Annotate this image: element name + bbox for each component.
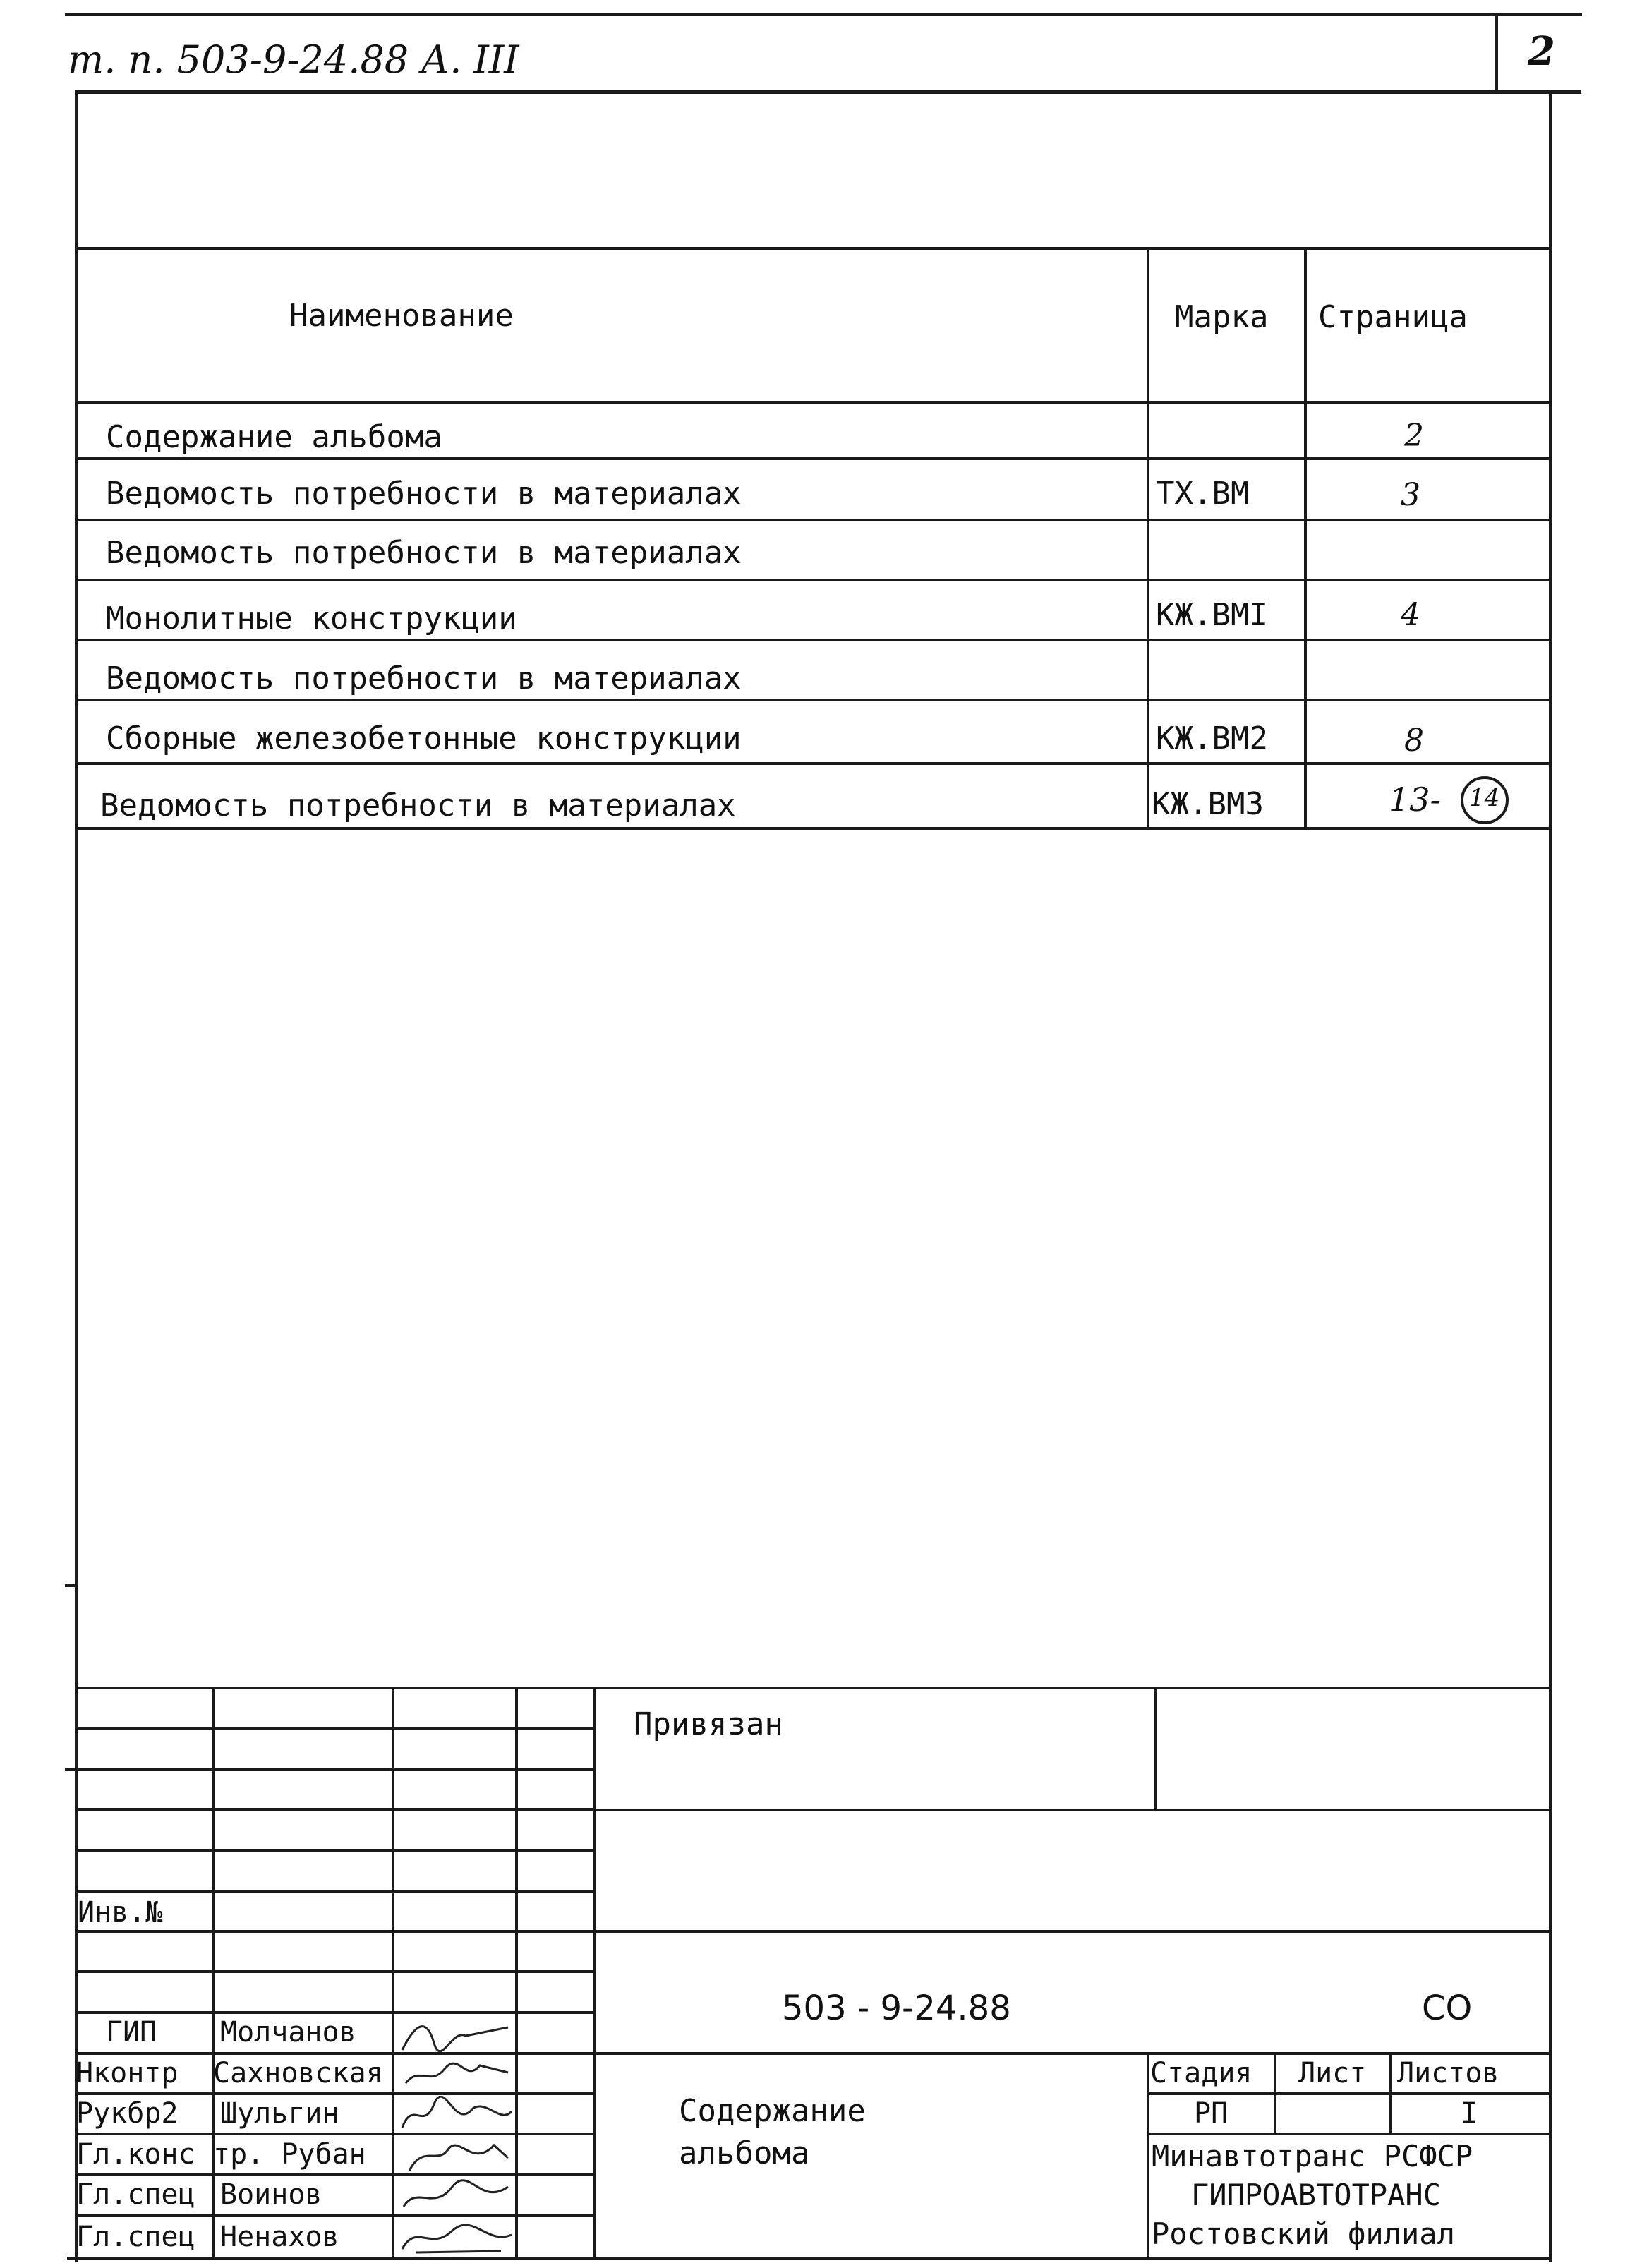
table-row-mark: КЖ.ВМI xyxy=(1156,597,1268,633)
frame-bottom xyxy=(67,2257,1552,2260)
margin-tick xyxy=(65,1584,76,1587)
grid-row-line xyxy=(75,2092,593,2095)
col-divider-mark xyxy=(1147,247,1149,830)
grid-row-line xyxy=(75,1727,593,1730)
signatory-name: Воинов xyxy=(220,2178,322,2211)
table-row-page: 2 xyxy=(1404,418,1424,454)
column-header-page: Страница xyxy=(1318,299,1468,335)
signatory-role: Гл.спец xyxy=(76,2221,195,2253)
signatory-name: тр. Рубан xyxy=(213,2138,366,2171)
organization-line: ГИПРОАВТОТРАНС xyxy=(1191,2178,1442,2212)
signature-scribble xyxy=(395,2137,515,2178)
table-header-bottom-rule xyxy=(75,401,1552,404)
row-rule xyxy=(75,457,1552,460)
signature-scribble xyxy=(395,2096,515,2137)
row-rule xyxy=(75,519,1552,521)
grid-row-line xyxy=(75,2133,593,2135)
privyazan-divider xyxy=(1154,1687,1157,1810)
grid-row-line xyxy=(75,1970,593,1973)
grid-row-line xyxy=(75,2011,593,2014)
grid-row-line xyxy=(75,1890,593,1893)
grid-row-line xyxy=(75,1849,593,1852)
signatory-role: Нконтр xyxy=(76,2057,179,2089)
organization-line: Ростовский филиал xyxy=(1152,2216,1455,2251)
signatory-role: ГИП xyxy=(106,2016,157,2049)
grid-row-line xyxy=(75,1768,593,1771)
row-rule xyxy=(75,579,1552,581)
table-row-mark: КЖ.ВМ2 xyxy=(1156,720,1268,756)
privyazan-label: Привязан xyxy=(634,1706,783,1742)
signature-scribble xyxy=(395,2015,515,2056)
signatory-name: Шульгин xyxy=(220,2097,339,2130)
signatory-name: Молчанов xyxy=(220,2016,356,2049)
organization-line: Минавтотранс РСФСР xyxy=(1152,2139,1473,2173)
signature-scribble xyxy=(395,2177,515,2218)
table-row-name: Ведомость потребности в материалах xyxy=(106,661,742,696)
row-rule xyxy=(75,762,1552,765)
sheets-value: I xyxy=(1461,2097,1478,2130)
frame-top xyxy=(75,90,1581,94)
col-divider-page xyxy=(1304,247,1307,830)
grid-row-line xyxy=(75,1930,593,1933)
circled-page-badge xyxy=(1461,776,1509,824)
title-area-top-rule xyxy=(593,2052,1552,2055)
signatory-role: Гл.спец xyxy=(76,2178,195,2211)
signatory-name: Сахновская xyxy=(213,2057,383,2089)
grid-row-line xyxy=(75,2052,593,2055)
doc-suffix: СО xyxy=(1422,1989,1473,2028)
table-row-page: 3 xyxy=(1401,477,1420,513)
column-header-mark: Марка xyxy=(1175,299,1269,335)
column-header-name: Наименование xyxy=(289,298,514,334)
sheet-label: Лист xyxy=(1298,2057,1367,2089)
grid-row-line xyxy=(75,1808,593,1811)
table-row-page: 8 xyxy=(1404,723,1424,759)
header-rule xyxy=(65,13,1582,16)
table-bottom-rule xyxy=(75,827,1552,830)
grid-row-line xyxy=(75,2214,593,2217)
table-row-name: Монолитные конструкции xyxy=(106,601,517,637)
stage-row-rule xyxy=(1147,2133,1552,2135)
table-row-page: 13- xyxy=(1389,780,1442,819)
stage-label: Стадия xyxy=(1150,2057,1252,2089)
table-row-name: Сборные железобетонные конструкции xyxy=(106,720,742,756)
sheets-label: Листов xyxy=(1397,2057,1499,2089)
code-top-rule xyxy=(593,1930,1552,1933)
grid-row-line xyxy=(75,2173,593,2176)
table-row-name: Содержание альбома xyxy=(106,419,442,455)
table-row-name: Ведомость потребности в материалах xyxy=(100,788,736,824)
title-block-top-rule xyxy=(75,1687,1552,1689)
frame-left xyxy=(75,92,78,2262)
sheet-number-divider xyxy=(1495,13,1498,90)
table-row-name: Ведомость потребности в материалах xyxy=(106,535,742,571)
signatory-role: Рукбр2 xyxy=(76,2097,179,2130)
doc-code: 503 - 9-24.88 xyxy=(782,1989,1011,2028)
doc-reference: т. п. 503-9-24.88 А. III xyxy=(68,37,519,82)
frame-right xyxy=(1549,92,1552,2262)
table-top-rule xyxy=(75,247,1552,250)
row-rule xyxy=(75,699,1552,701)
stage-value: РП xyxy=(1194,2097,1229,2130)
table-row-page: 4 xyxy=(1401,597,1420,633)
table-row-mark: КЖ.ВМЗ xyxy=(1152,786,1264,822)
privyazan-bottom-rule xyxy=(593,1809,1552,1811)
signatory-name: Ненахов xyxy=(220,2221,339,2253)
stage-block-left xyxy=(1147,2052,1149,2258)
signature-scribble xyxy=(395,2217,515,2258)
signatory-role: Гл.конс xyxy=(76,2138,195,2171)
table-row-name: Ведомость потребности в материалах xyxy=(106,476,742,512)
signature-scribble xyxy=(395,2055,515,2096)
stage-row-rule xyxy=(1147,2092,1552,2095)
circled-page-number: 14 xyxy=(1469,784,1500,812)
sheet-number: 2 xyxy=(1528,28,1555,75)
inventory-label: Инв.№ xyxy=(78,1896,163,1929)
row-rule xyxy=(75,639,1552,641)
document-title: альбома xyxy=(679,2135,810,2171)
table-row-mark: ТХ.ВМ xyxy=(1156,476,1250,512)
document-title: Содержание xyxy=(679,2093,866,2129)
